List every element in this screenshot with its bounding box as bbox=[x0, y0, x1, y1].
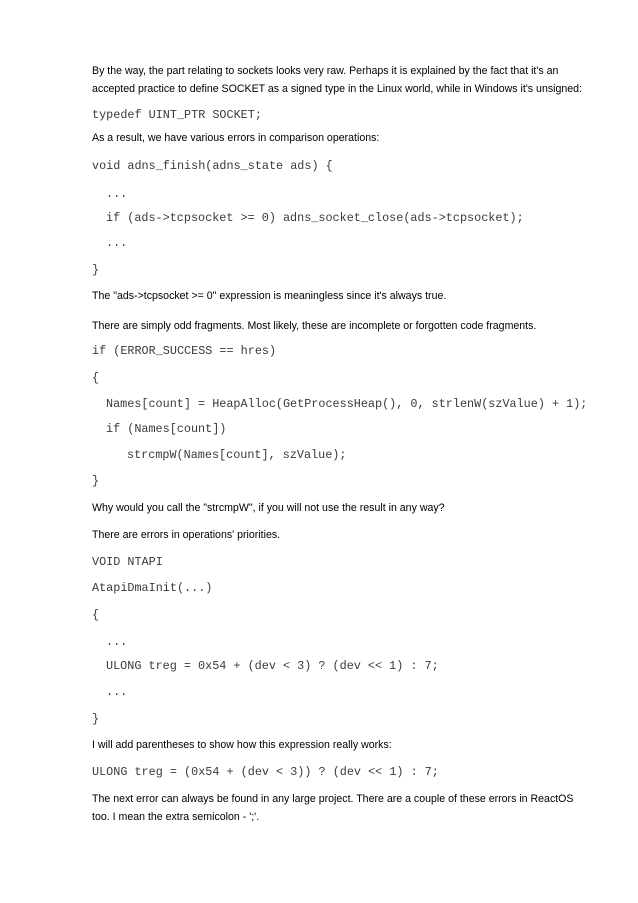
paragraph-meaningless-expression: The "ads->tcpsocket >= 0" expression is meaningless since it's always true. bbox=[92, 290, 447, 302]
paragraph-comparison-errors: As a result, we have various errors in comparison operations: bbox=[92, 132, 380, 144]
paragraph-semicolon-line1: The next error can always be found in any large project. There are a couple of these errors in ReactOS bbox=[92, 793, 574, 805]
code-if-hres: if (ERROR_SUCCESS == hres) bbox=[92, 344, 277, 358]
code-atapi-dots-2: ... bbox=[106, 685, 128, 699]
code-atapi-brace-close: } bbox=[92, 712, 100, 726]
paragraph-odd-fragments: There are simply odd fragments. Most likely, these are incomplete or forgotten code fragments. bbox=[92, 320, 537, 332]
paragraph-strcmpw-question: Why would you call the "strcmpW", if you will not use the result in any way? bbox=[92, 502, 445, 514]
code-finish-dots-2: ... bbox=[106, 236, 128, 250]
code-names-alloc: Names[count] = HeapAlloc(GetProcessHeap(), 0, strlenW(szValue) + 1); bbox=[106, 397, 588, 411]
paragraph-parentheses: I will add parentheses to show how this expression really works: bbox=[92, 739, 392, 751]
code-brace-close: } bbox=[92, 474, 100, 488]
code-finish-close: } bbox=[92, 263, 100, 277]
paragraph-priority-errors: There are errors in operations' priorities. bbox=[92, 529, 281, 541]
code-ulong-treg-fixed: ULONG treg = (0x54 + (dev < 3)) ? (dev << 1) : 7; bbox=[92, 765, 439, 779]
code-finish-if: if (ads->tcpsocket >= 0) adns_socket_close(ads->tcpsocket); bbox=[106, 211, 524, 225]
paragraph-sockets-line1: By the way, the part relating to sockets looks very raw. Perhaps it is explained by the fact that it's an bbox=[92, 65, 559, 77]
code-finish-dots-1: ... bbox=[106, 187, 128, 201]
code-void-ntapi: VOID NTAPI bbox=[92, 555, 163, 569]
code-brace-open: { bbox=[92, 371, 100, 385]
code-ulong-treg: ULONG treg = 0x54 + (dev < 3) ? (dev << 1) : 7; bbox=[106, 659, 439, 673]
code-atapi-init: AtapiDmaInit(...) bbox=[92, 581, 213, 595]
code-finish-signature: void adns_finish(adns_state ads) { bbox=[92, 159, 333, 173]
code-atapi-dots-1: ... bbox=[106, 635, 128, 649]
code-atapi-brace-open: { bbox=[92, 608, 100, 622]
code-if-names: if (Names[count]) bbox=[106, 422, 227, 436]
code-strcmpw-call: strcmpW(Names[count], szValue); bbox=[127, 448, 347, 462]
paragraph-semicolon-line2: too. I mean the extra semicolon - ';'. bbox=[92, 811, 260, 823]
paragraph-sockets-line2: accepted practice to define SOCKET as a signed type in the Linux world, while in Windows it's unsigned: bbox=[92, 83, 582, 95]
code-typedef: typedef UINT_PTR SOCKET; bbox=[92, 108, 262, 122]
